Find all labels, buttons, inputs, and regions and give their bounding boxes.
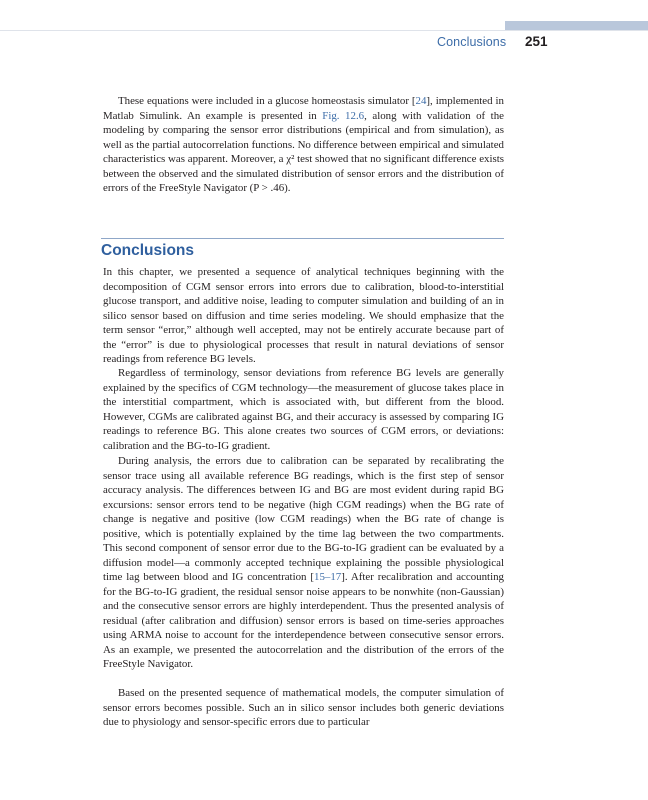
running-title: Conclusions — [437, 35, 507, 49]
paragraph-3 — [103, 454, 504, 672]
header-color-tab — [505, 21, 648, 30]
paragraph-3-text-1: During analysis, the errors due to calibration can be separated by recalibrating the sensor trace using all available reference BG readings, which is the first step of sensor accuracy analysis. The differences between IG and BG are most evident during rapid BG excursions: sensor errors tend to be negative (high CGM readings) when the BG rate of change is negative and positive (low CGM readings) when the BG rate of change is positive, which is potentially explained by the time lag between the two compartments. This second component of sensor error due to the BG-to-IG gradient can be evaluated by a diffusion model—a commonly accepted technique explaining the possible physiological time lag between blood and IG concentration [ — [103, 455, 504, 583]
intro-text-2: ], implemented in Matlab Simulink. An example is presented in — [103, 95, 504, 122]
intro-text-3: , along with validation of the modeling by comparing the sensor error distributions (empirical and from simulation), as well as the partial autocorrelation functions. No difference between empirical and simulated characteristics was apparent. Moreover, a χ² test showed that no significant difference exists between the observed and the simulated distribution of sensor errors and the distribution of errors of the FreeStyle Navigator (P > .46). — [103, 109, 504, 194]
section-divider — [101, 238, 504, 239]
figure-link-12-6[interactable]: Fig. 12.6 — [322, 109, 365, 122]
page-number: 251 — [525, 34, 548, 49]
section-heading: Conclusions — [101, 242, 195, 259]
paragraph-1: In this chapter, we presented a sequence of analytical techniques beginning with the decomposition of CGM sensor errors into errors due to calibration, blood-to-interstitial glucose transport, and additive noise, leading to computer simulation and building of an in silico sensor based on diffusion and time series modeling. We should emphasize that the term sensor “error,” although well accepted, may not be entirely accurate because part of the “error” is due to physiological processes that result in natural deviations of sensor readings from reference BG levels. — [103, 266, 504, 365]
paragraph-3-text-2: ]. After recalibration and accounting for the BG-to-IG gradient, the residual sensor noise appears to be nonwhite (non-Gaussian) and the consecutive sensor errors are highly interdependent. Thus the presented analysis of residual (after calibration and diffusion) sensor errors is based on time-series approaches using ARMA noise to account for the interdependence between consecutive sensor errors. As an example, we presented the autocorrelation and the distribution of the errors of the FreeStyle Navigator. — [103, 571, 504, 670]
header-rule — [0, 30, 648, 31]
citation-link-24[interactable]: 24 — [415, 95, 427, 107]
intro-text-1: These equations were included in a glucose homeostasis simulator [ — [118, 95, 416, 107]
paragraph-2: Regardless of terminology, sensor deviations from reference BG levels are generally explained by the specifics of CGM technology—the measurement of glucose takes place in the interstitial compartment, which is associated with, but different from the blood. However, CGMs are calibrated against BG, and their accuracy is assessed by comparing IG readings to reference BG. This alone creates two sources of CGM errors, or deviations: calibration and the BG-to-IG gradient. — [103, 367, 504, 452]
paragraph-4: Based on the presented sequence of mathematical models, the computer simulation of sensor errors becomes possible. Such an in silico sensor includes both generic deviations due to physiology and sensor-specific errors due to particular — [103, 687, 504, 728]
citation-link-15-17[interactable]: 15–17 — [314, 571, 342, 583]
intro-paragraph — [103, 94, 504, 196]
